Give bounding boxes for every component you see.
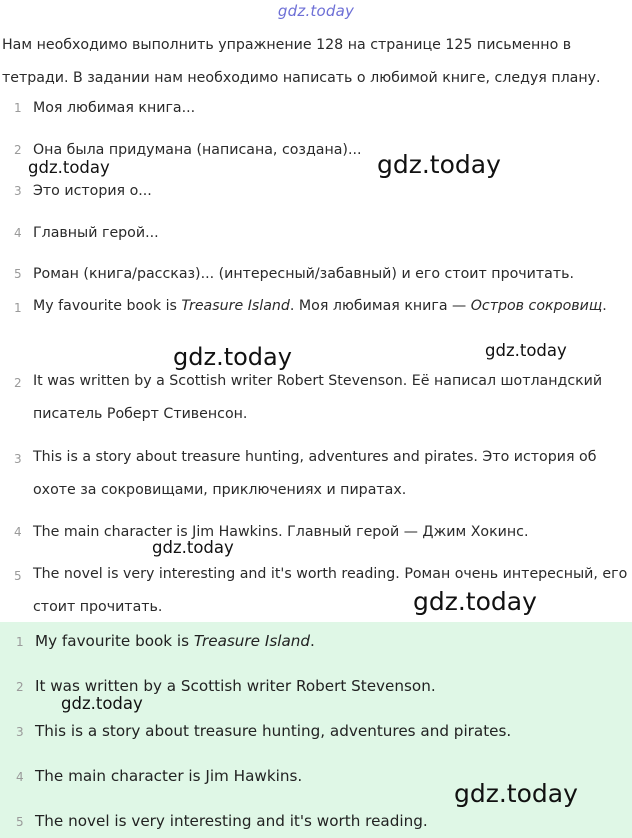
- item-number: 1: [14, 101, 22, 115]
- item-number: 5: [16, 815, 24, 829]
- watermark: gdz.today: [413, 587, 537, 616]
- item-text: Моя любимая книга...: [33, 100, 196, 116]
- item-text: Роман (книга/рассказ)... (интересный/забавный) и его стоит прочитать.: [33, 266, 574, 282]
- item-number: 2: [14, 376, 22, 390]
- item-number: 1: [14, 301, 22, 315]
- item-text: My favourite book is Treasure Island. Моя любимая книга — Остров сокровищ.: [33, 298, 607, 314]
- item-text: My favourite book is Treasure Island.: [35, 632, 315, 650]
- item-text: This is a story about treasure hunting, adventures and pirates.: [35, 722, 512, 740]
- watermark: gdz.today: [28, 158, 110, 177]
- item-number: 3: [16, 725, 24, 739]
- item-text: It was written by a Scottish writer Robert Stevenson.: [35, 677, 436, 695]
- site-logo[interactable]: gdz.today: [277, 2, 355, 20]
- item-number: 5: [14, 569, 22, 583]
- watermark: gdz.today: [377, 150, 501, 179]
- book-title-ru: Остров сокровищ: [470, 298, 603, 314]
- item-text: This is a story about treasure hunting, adventures and pirates. Это история об охоте за сокровищами, приключениях и пиратах.: [33, 449, 597, 498]
- item-number: 3: [14, 452, 22, 466]
- item-number: 1: [16, 635, 24, 649]
- watermark: gdz.today: [485, 341, 567, 360]
- item-number: 4: [16, 770, 24, 784]
- watermark: gdz.today: [152, 538, 234, 557]
- item-text: The main character is Jim Hawkins. Главный герой — Джим Хокинс.: [33, 524, 529, 540]
- watermark: gdz.today: [454, 779, 578, 808]
- item-text: Главный герой...: [33, 225, 159, 241]
- intro-text: Нам необходимо выполнить упражнение 128 на странице 125 письменно в тетради. В задании нам необходимо написать о любимой книге, следуя плану.: [2, 37, 601, 86]
- item-number: 5: [14, 267, 22, 281]
- item-text: The main character is Jim Hawkins.: [35, 767, 303, 785]
- book-title-en: Treasure Island: [181, 298, 290, 314]
- item-text: Она была придумана (написана, создана)...: [33, 142, 362, 158]
- watermark: gdz.today: [61, 694, 143, 713]
- item-number: 4: [14, 226, 22, 240]
- book-title-en: Treasure Island: [193, 632, 311, 650]
- item-text: Это история о...: [33, 183, 152, 199]
- item-text: The novel is very interesting and it's worth reading.: [35, 812, 428, 830]
- item-number: 4: [14, 525, 22, 539]
- item-number: 2: [14, 143, 22, 157]
- item-number: 3: [14, 184, 22, 198]
- watermark: gdz.today: [173, 343, 292, 371]
- item-text: It was written by a Scottish writer Robert Stevenson. Её написал шотландский писатель Роберт Стивенсон.: [33, 373, 603, 422]
- item-text: The novel is very interesting and it's worth reading. Роман очень интересный, его стоит прочитать.: [33, 566, 628, 615]
- item-number: 2: [16, 680, 24, 694]
